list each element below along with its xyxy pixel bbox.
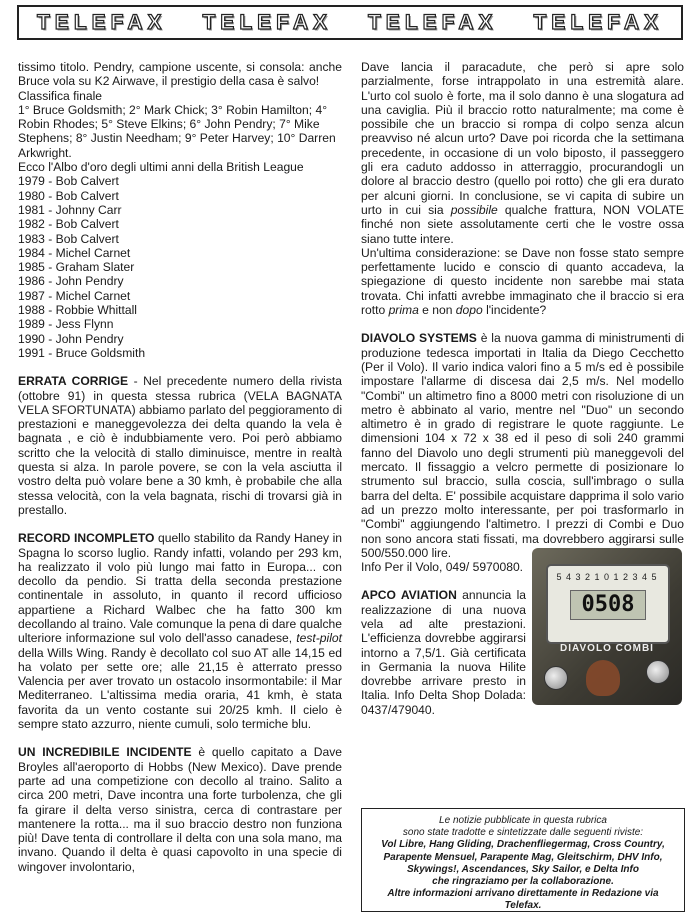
consid-italic-dopo: dopo xyxy=(455,303,483,318)
knob-icon xyxy=(544,666,568,690)
record-text-b: della Wills Wing. Randy è decollato col suo AT alle 14,15 ed ha volato per sette ore; alle 21,15 è atterrato presso Valencia per aver trovato un ostacolo insormontabile: il Mar Mediterraneo. L'altissima media oraria, 41 kmh, è stata favorita da un vento costante sui 20/25 kmh. Il cielo è sempre stato azzurro, niente cumuli, solo termiche blu. xyxy=(18,645,342,732)
albo-list xyxy=(18,174,342,360)
device-scale: 5 4 3 2 1 0 1 2 3 4 5 xyxy=(556,571,658,582)
telefax-header xyxy=(17,5,683,40)
knob-icon xyxy=(646,660,670,684)
cont-text: Dave lancia il paracadute, che però si apre solo parzialmente, forse intrappolato in una estremità alare. L'urto col suolo è forte, ma il solo danno è una slogatura ad una caviglia. Più il braccio rotto naturalmente; ma come è possibile che un braccio si rompa di colpo senza alcun preavviso né alcun urto? Dave poi ricorda che la settimana precedente, in occasione di un volo biposto, il passeggero gli era caduto addosso in atterraggio, procurandogli un dolore al braccio destro (quello poi rotto) che gli era durato per alcuni giorni. In conclusione, se vi capita di subire un urto in cui sia xyxy=(361,60,684,217)
albo-item: 1983 - Bob Calvert xyxy=(18,231,119,246)
right-column xyxy=(361,60,684,717)
consid-italic-prima: prima xyxy=(388,303,419,318)
record-text: quello stabilito da Randy Haney in Spagna lo scorso luglio. Randy infatti, volando per 293 km, ha realizzato il volo più lungo mai fatto in Europa... con decollo da pendio. Si tratta della seconda prestazione continentale in assoluto, in quanto il record ufficioso appartiene a Richard Walbec che ha fatto 300 km decollando al traino. Vale comunque la pena di dare qualche ulteriore informazione sul volo dell'asso canadese, xyxy=(18,531,342,646)
diavolo-device-photo xyxy=(532,548,684,708)
errata-paragraph xyxy=(18,374,342,517)
vario-device xyxy=(532,548,682,705)
apco-title: APCO AVIATION xyxy=(361,588,457,603)
albo-item: 1990 - John Pendry xyxy=(18,331,124,346)
sources-magazines: Vol Libre, Hang Gliding, Drachenfliegermag, Cross Country, xyxy=(381,839,665,851)
albo-item: 1980 - Bob Calvert xyxy=(18,188,119,203)
record-italic: test-pilot xyxy=(296,631,342,646)
diavolo-info: Info Per il Volo, 049/ 5970080. xyxy=(361,560,524,575)
albo-item: 1986 - John Pendry xyxy=(18,274,124,289)
devil-logo-icon xyxy=(586,660,620,696)
albo-item: 1988 - Robbie Whittall xyxy=(18,303,137,318)
apco-text: annuncia la realizzazione di una nuova vela ad alte prestazioni. L'efficienza dovrebbe aggirarsi intorno a 7,5/1. Già certificata in Germania la nuova Hilite dovrebbe arrivare presto in Italia. Info Delta Shop Dolada: 0437/479040. xyxy=(361,588,526,717)
device-lcd-reading: 0508 xyxy=(570,590,646,620)
sources-line: sono state tradotte e sintetizzate dalle seguenti riviste: xyxy=(402,827,644,839)
consid-mid: e non xyxy=(418,303,456,318)
left-column xyxy=(18,60,342,874)
record-paragraph xyxy=(18,531,342,731)
sources-line: Le notizie pubblicate in questa rubrica xyxy=(439,815,607,826)
sources-magazines: Skywings!, Ascendances, Sky Sailor, e Delta Info xyxy=(407,863,639,875)
header-word: TELEFAX xyxy=(533,10,663,34)
sources-magazines: Parapente Mensuel, Parapente Mag, Gleitschirm, DHV Info, xyxy=(383,851,663,863)
errata-text: - Nel precedente numero della rivista (ottobre 91) in questa stessa rubrica (VELA BAGNATA VELA SFORTUNATA) abbiamo parlato del peggioramento di prestazioni e maneggevolezza dei delta quando la vela è bagnata , e ciò è indubbiamente vero. Poi però abbiamo scritto che la velocità di stallo diminuisce, mentre in realtà questa si alza. In parole povere, se con la vela asciutta il vostro delta può volare bene a 30 kmh, è probabile che alla stessa velocità, con la vela bagnata, rischi di trovarsi già in prestallo. xyxy=(18,374,343,517)
classifica-title: Classifica finale xyxy=(18,88,103,103)
cont-text-b: qualche frattura, NON VOLATE finché non siete assolutamente certi che le vostre ossa siano tutte intere. xyxy=(361,202,684,246)
sources-telefax: Altre informazioni arrivano direttamente in Redazione via Telefax. xyxy=(387,888,659,912)
device-display xyxy=(546,564,670,644)
albo-item: 1984 - Michel Carnet xyxy=(18,245,131,260)
incidente-title: UN INCREDIBILE INCIDENTE xyxy=(18,745,192,760)
header-word: TELEFAX xyxy=(36,10,167,34)
cont-italic: possibile xyxy=(450,202,498,217)
consid-end: l'incidente? xyxy=(482,303,547,318)
albo-item: 1985 - Graham Slater xyxy=(18,260,135,275)
classifica-text: 1° Bruce Goldsmith; 2° Mark Chick; 3° Robin Hamilton; 4° Robin Rhodes; 5° Steve Elkins; 6° John Pendry; 7° Mike Stephens; 8° Justin Needham; 9° Peter Harvey; 10° Darren Arkwright. xyxy=(18,102,336,160)
diavolo-title: DIAVOLO SYSTEMS xyxy=(361,331,477,346)
header-word: TELEFAX xyxy=(202,10,332,34)
albo-item: 1981 - Johnny Carr xyxy=(18,202,122,217)
albo-item: 1989 - Jess Flynn xyxy=(18,317,114,332)
incidente-paragraph xyxy=(18,745,342,874)
sources-thanks: che ringraziamo per la collaborazione. xyxy=(432,876,614,888)
consid-text: Un'ultima considerazione: se Dave non fosse stato sempre perfettamente lucido e conscio di quanto accadeva, la spiegazione di questo incidente non sarebbe mai stata trovata. Chi infatti avrebbe immaginato che il braccio si era rotto xyxy=(361,245,684,318)
consideration-paragraph xyxy=(361,246,684,317)
sources-box xyxy=(361,808,685,912)
header-word: TELEFAX xyxy=(367,10,498,34)
albo-item: 1991 - Bruce Goldsmith xyxy=(18,345,146,360)
albo-item: 1982 - Bob Calvert xyxy=(18,217,119,232)
diavolo-text-a: è la nuova gamma di ministrumenti di produzione tedesca importati in Italia da Diego Cecchetto (Per il Volo). Il vario indica valori fino a 5 m/s ed è possibile impostare l'allarme di discesa dai 2,5 m/s. Nel modello "Combi" un altimetro fino a 8000 metri con risoluzione di un metro è abbinato al vario, mentre nel "Duo" un secondo altimetro è in grado di registrare le quote raggiunte. Le dimensioni 104 x 72 x 38 ed il peso di soli 240 grammi fanno del Diavolo uno degli strumenti più maneggevoli del mercato. Il fissaggio a velcro permette di posizionare lo strumento sul braccio, sulla coscia, sull'imbrago o sulla barra del delta. E' possibile acquistare dapprima il solo vario ad un prezzo molto interessante, per poi trasformarlo in "Combi" aggiungendo l'altimetro. I prezzi di Combi e Duo non sono ancora stati fissati, ma dovrebbero aggirarsi sulle 500/550.000 lire. xyxy=(361,331,685,560)
incidente-continuation xyxy=(361,60,684,246)
albo-intro: Ecco l'Albo d'oro degli ultimi anni della British League xyxy=(18,160,304,175)
record-title: RECORD INCOMPLETO xyxy=(18,531,155,546)
device-brand-label: DIAVOLO COMBI xyxy=(560,642,654,654)
incidente-text: è quello capitato a Dave Broyles all'aeroporto di Hobbs (New Mexico). Dave prende parte ad una competizione con decollo al traino. Salito a circa 200 metri, Dave incontra una forte turbolenza, che gli fa girare il delta verso sinistra, cerca di contrastare per mantenere la rotta... ma il suo braccio destro non funziona più! Dave tenta di controllare il delta con una sola mano, ma invano. Quando il delta è quasi capovolto in una specie di wingover involontario, xyxy=(18,745,342,874)
intro-paragraph: tissimo titolo. Pendry, campione uscente, si consola: anche Bruce vola su K2 Airwave, il prestigio della casa è salvo! xyxy=(18,60,342,89)
errata-title: ERRATA CORRIGE xyxy=(18,374,129,389)
albo-item: 1979 - Bob Calvert xyxy=(18,174,119,189)
albo-item: 1987 - Michel Carnet xyxy=(18,288,131,303)
